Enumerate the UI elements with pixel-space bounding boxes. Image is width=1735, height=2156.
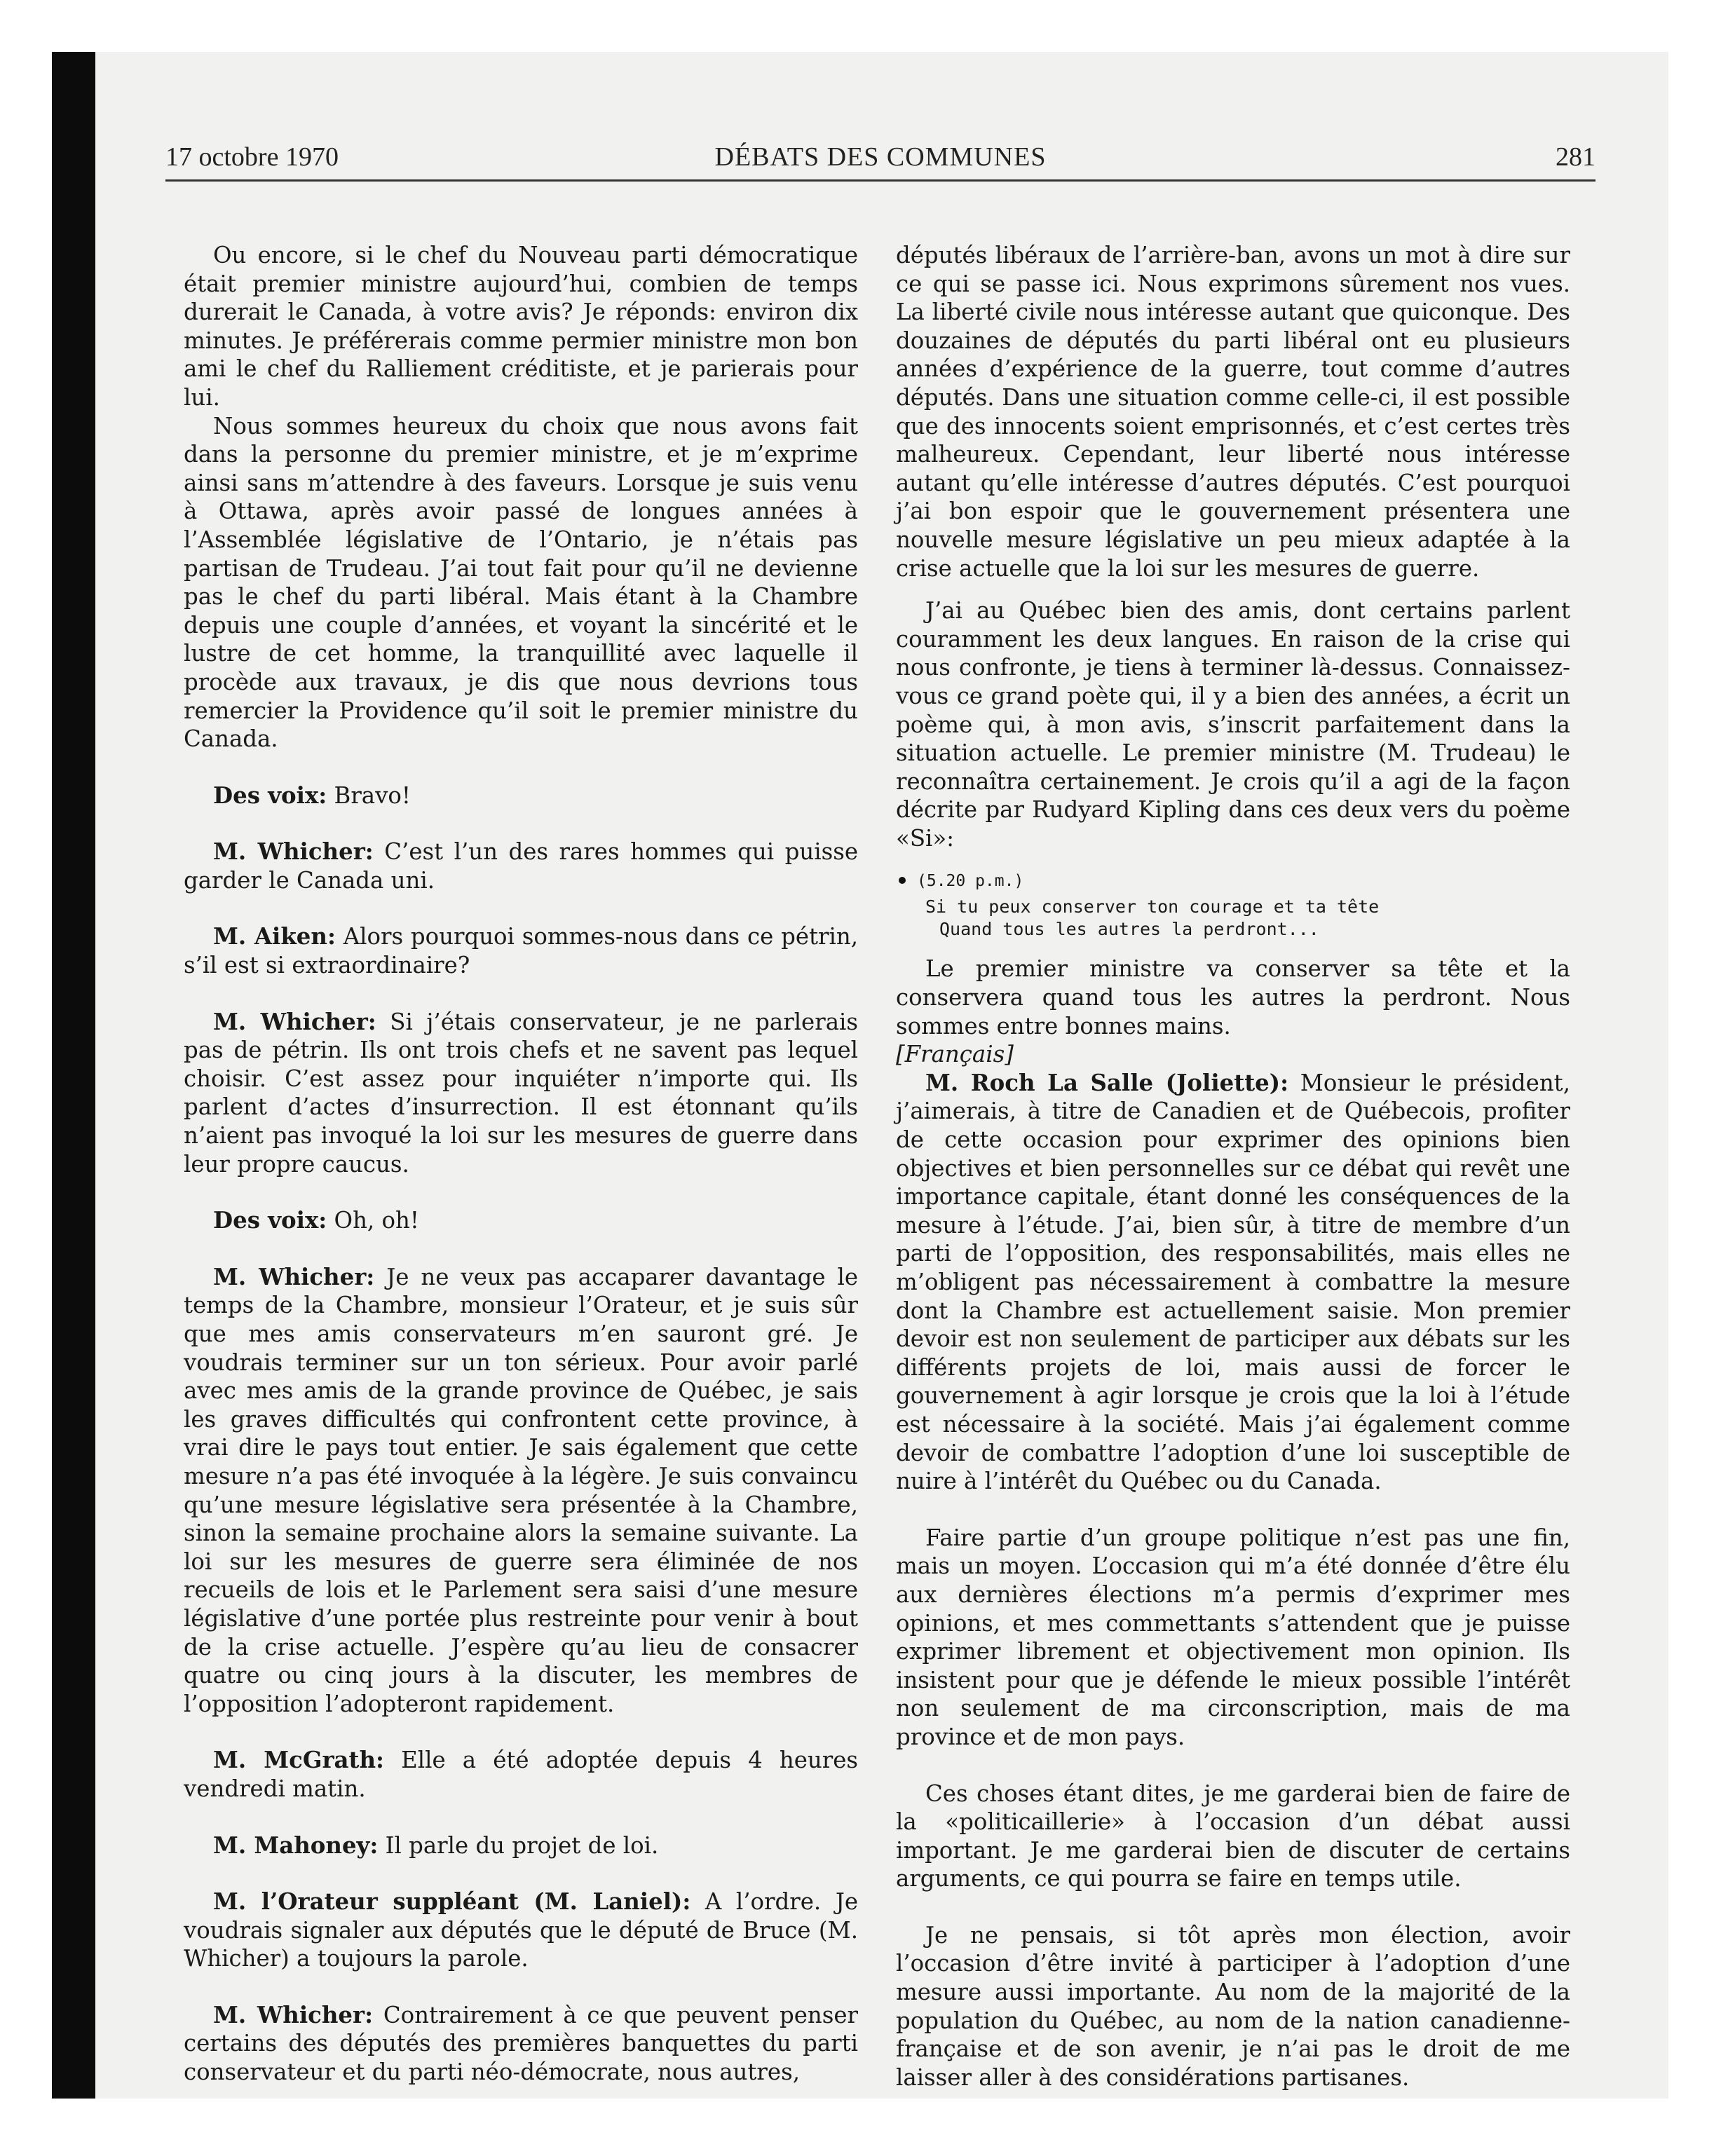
speaker: Des voix: xyxy=(213,1207,327,1234)
scan-edge xyxy=(52,52,95,2099)
verse-line: Quand tous les autres la perdront... xyxy=(939,919,1319,940)
speaker: M. Whicher: xyxy=(213,1008,376,1035)
speaker: M. Whicher: xyxy=(213,2001,374,2028)
header-title: DÉBATS DES COMMUNES xyxy=(714,142,1047,172)
speech: Des voix: Oh, oh! xyxy=(213,1207,419,1234)
speech: M. McGrath: Elle a été adoptée depuis 4 heures vendredi matin. xyxy=(184,1747,858,1802)
page-number: 281 xyxy=(1556,142,1595,172)
bullet-icon xyxy=(899,877,906,884)
speech: Des voix: Bravo! xyxy=(213,782,411,809)
left-column xyxy=(184,241,858,2087)
speech: M. Aiken: Alors pourquoi sommes-nous dans ce pétrin, s’il est si extraordinaire? xyxy=(184,923,859,979)
speech: M. Whicher: Je ne veux pas accaparer davantage le temps de la Chambre, monsieur l’Orateur, et je suis sûr que mes amis conservateurs m’en sauront gré. Je voudrais terminer sur un ton sérieux. Pour avoir parlé avec mes amis de la grande province de Québec, je sais les graves difficultés qui confrontent cette province, à vrai dire le pays tout entier. Je sais également que cette mesure n’a pas été invoquée à la légère. Je suis convaincu qu’une mesure législative sera présentée à la Chambre, sinon la semaine prochaine alors la semaine suivante. La loi sur les mesures de guerre sera éliminée de nos recueils de lois et le Parlement sera saisi d’une mesure législative d’une portée plus restreinte pour venir à bout de la crise actuelle. J’espère qu’au lieu de consacrer quatre ou cinq jours à la discuter, les membres de l’opposition l’adopteront rapidement. xyxy=(184,1263,859,1717)
paragraph: députés libéraux de l’arrière-ban, avons un mot à dire sur ce qui se passe ici. Nous exprimons sûrement nos vues. La liberté civile nous intéresse autant que quiconque. Des douzaines de députés du parti libéral ont eu plusieurs années d’expérience de la guerre, tout comme d’autres députés. Dans une situation comme celle-ci, il est possible que des innocents soient emprisonnés, et c’est certes très malheureux. Cependant, leur liberté nous intéresse autant qu’elle intéresse d’autres députés. C’est pourquoi j’ai bon espoir que le gouvernement présentera une nouvelle mesure législative un peu mieux adaptée à la crise actuelle que la loi sur les mesures de guerre. xyxy=(896,242,1570,582)
speaker: M. l’Orateur suppléant (M. Laniel): xyxy=(213,1888,691,1916)
paragraph: Faire partie d’un groupe politique n’est pas une fin, mais un moyen. L’occasion qui m’a été donnée d’être élu aux dernières élections m’a permis d’exprimer mes opinions, et mes commettants s’attendent que je puisse exprimer librement et objectivement mon opinion. Ils insistent pour que je défende le mieux possible l’intérêt non seulement de ma circonscription, mais de ma province et de mon pays. xyxy=(896,1524,1570,1750)
paragraph: Ces choses étant dites, je me garderai bien de faire de la «politicaillerie» à l’occasion d’un débat aussi important. Je me garderai bien de discuter de certains arguments, ce qui pourra se faire en temps utile. xyxy=(896,1780,1570,1892)
running-header xyxy=(165,142,1595,181)
speaker: M. McGrath: xyxy=(213,1747,384,1774)
right-column xyxy=(896,241,1570,2092)
timestamp: (5.20 p.m.) xyxy=(896,871,1570,892)
speaker: M. Roch La Salle (Joliette): xyxy=(925,1069,1289,1096)
speech: M. Whicher: Contrairement à ce que peuvent penser certains des députés des premières banquettes du parti conservateur et du parti néo-démocrate, nous autres, xyxy=(184,2001,859,2086)
speaker: M. Whicher: xyxy=(213,838,374,866)
paragraph: Le premier ministre va conserver sa tête et la conservera quand tous les autres la perdront. Nous sommes entre bonnes mains. xyxy=(896,955,1570,1039)
verse-line: Si tu peux conserver ton courage et ta tête xyxy=(925,896,1380,917)
verse xyxy=(925,896,1570,941)
speaker: M. Whicher: xyxy=(213,1263,375,1290)
speech: M. Whicher: C’est l’un des rares hommes qui puisse garder le Canada uni. xyxy=(184,838,858,894)
paragraph: Je ne pensais, si tôt après mon élection, avoir l’occasion d’être invité à participer à l’adoption d’une mesure aussi importante. Au nom de la majorité de la population du Québec, au nom de la nation canadienne-française et de son avenir, je n’ai pas le droit de me laisser aller à des considérations partisanes. xyxy=(896,1921,1570,2091)
speech: M. l’Orateur suppléant (M. Laniel): A l’ordre. Je voudrais signaler aux députés que le député de Bruce (M. Whicher) a toujours la parole. xyxy=(184,1888,858,1972)
speaker: Des voix: xyxy=(213,782,327,809)
language-tag: [Français] xyxy=(896,1041,1014,1068)
paragraph: J’ai au Québec bien des amis, dont certains parlent couramment les deux langues. En raison de la crise qui nous confronte, je tiens à terminer là-dessus. Connaissez-vous ce grand poète qui, il y a bien des années, a écrit un poème qui, à mon avis, s’inscrit parfaitement dans la situation actuelle. Le premier ministre (M. Trudeau) le reconnaîtra certainement. Je crois qu’il a agi de la façon décrite par Rudyard Kipling dans ces deux vers du poème «Si»: xyxy=(896,597,1570,852)
header-rule xyxy=(165,179,1595,182)
speech: M. Roch La Salle (Joliette): Monsieur le président, j’aimerais, à titre de Canadien et de Québecois, profiter de cette occasion pour exprimer des opinions bien objectives et bien personnelles sur ce débat qui revêt une importance capitale, étant donné les conséquences de la mesure à l’étude. J’ai, bien sûr, à titre de membre d’un parti de l’opposition, des responsabilités, mais elles ne m’obligent pas nécessairement à combattre la mesure dont la Chambre est actuellement saisie. Mon premier devoir est non seulement de participer aux débats sur les différents projets de loi, mais aussi de forcer le gouvernement à agir lorsque je crois que la loi à l’étude est nécessaire à la société. Mais j’ai également comme devoir de combattre l’adoption d’une loi susceptible de nuire à l’intérêt du Québec ou du Canada. xyxy=(896,1069,1570,1495)
speaker: M. Mahoney: xyxy=(213,1831,379,1859)
paragraph: Nous sommes heureux du choix que nous avons fait dans la personne du premier ministre, et je m’exprime ainsi sans m’attendre à des faveurs. Lorsque je suis venu à Ottawa, après avoir passé de longues années à l’Assemblée législative de l’Ontario, je n’étais pas partisan de Trudeau. J’ai tout fait pour qu’il ne devienne pas le chef du parti libéral. Mais étant à la Chambre depuis une couple d’années, et voyant la sincérité et le lustre de cet homme, la tranquillité avec laquelle il procède aux travaux, je dis que nous devrions tous remercier la Providence qu’il soit le premier ministre du Canada. xyxy=(184,412,858,753)
header-date: 17 octobre 1970 xyxy=(165,142,339,172)
paragraph: Ou encore, si le chef du Nouveau parti démocratique était premier ministre aujourd’hui, combien de temps durerait le Canada, à votre avis? Je réponds: environ dix minutes. Je préférerais comme permier ministre mon bon ami le chef du Ralliement créditiste, et je parierais pour lui. xyxy=(184,242,858,411)
speech: M. Whicher: Si j’étais conservateur, je ne parlerais pas de pétrin. Ils ont trois chefs et ne savent pas lequel choisir. C’est assez pour inquiéter n’importe qui. Ils parlent d’actes d’insurrection. Il est étonnant qu’ils n’aient pas invoqué la loi sur les mesures de guerre dans leur propre caucus. xyxy=(184,1008,858,1178)
speech: M. Mahoney: Il parle du projet de loi. xyxy=(213,1831,659,1859)
speaker: M. Aiken: xyxy=(213,923,336,950)
